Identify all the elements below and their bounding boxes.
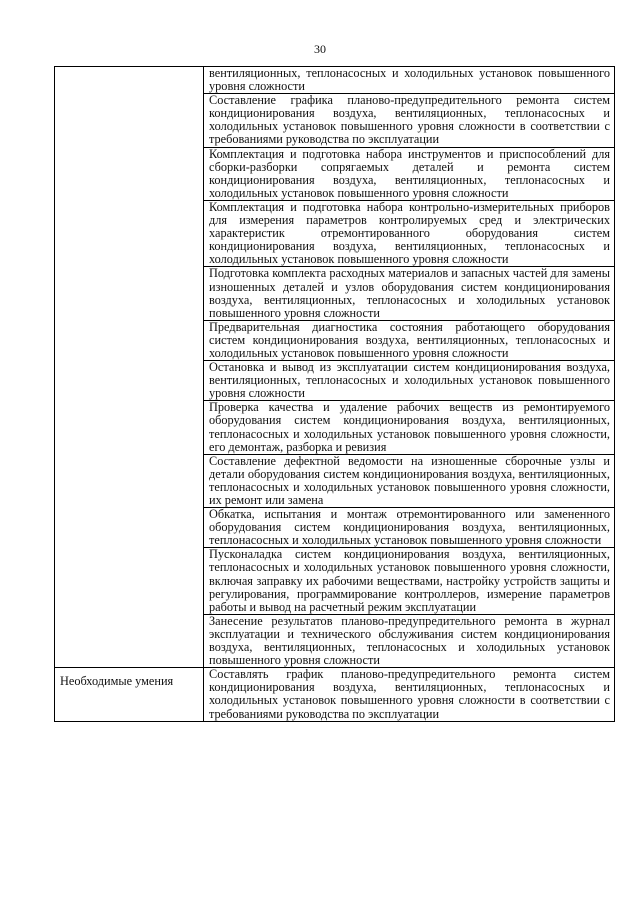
action-text: Занесение результатов планово-предупредительного ремонта в журнал эксплуатации и технического обслуживания систем кондиционирования воздуха, вентиляционных, теплонасосных и холодильных установок повышенного уровня сложности bbox=[204, 614, 615, 667]
action-text: Проверка качества и удаление рабочих веществ из ремонтируемого оборудования систем кондиционирования воздуха, вентиляционных, теплонасосных и холодильных установок повышенного уровня сложности, его демонтаж, разборка и ревизия bbox=[204, 401, 615, 454]
action-text: вентиляционных, теплонасосных и холодильных установок повышенного уровня сложности bbox=[204, 67, 615, 94]
table-row bbox=[55, 668, 615, 721]
action-text: Обкатка, испытания и монтаж отремонтированного или замененного оборудования систем кондиционирования воздуха, вентиляционных, теплонасосных и холодильных установок повышенного уровня сложности bbox=[204, 508, 615, 548]
labor-functions-table bbox=[54, 66, 615, 722]
table-row bbox=[55, 67, 615, 94]
action-text: Остановка и вывод из эксплуатации систем кондиционирования воздуха, вентиляционных, теплонасосных и холодильных установок повышенного уровня сложности bbox=[204, 361, 615, 401]
action-text: Составлять график планово-предупредительного ремонта систем кондиционирования воздуха, вентиляционных, теплонасосных и холодильных установок повышенного уровня сложности в соответствии с требованиями руководства по эксплуатации bbox=[204, 668, 615, 721]
page-number: 30 bbox=[314, 42, 326, 56]
action-text: Комплектация и подготовка набора контрольно-измерительных приборов для измерения параметров контролируемых сред и электрических характеристик отремонтированного оборудования систем кондиционирования воздуха, вентиляционных, теплонасосных и холодильных установок повышенного уровня сложности bbox=[204, 200, 615, 266]
table-body bbox=[55, 67, 615, 722]
action-text: Подготовка комплекта расходных материалов и запасных частей для замены изношенных деталей и узлов оборудования систем кондиционирования воздуха, вентиляционных, теплонасосных и холодильных установок повышенного уровня сложности bbox=[204, 267, 615, 320]
action-text: Предварительная диагностика состояния работающего оборудования систем кондиционирования воздуха, вентиляционных, теплонасосных и холодильных установок повышенного уровня сложности bbox=[204, 320, 615, 360]
row-label: Необходимые умения bbox=[55, 668, 204, 721]
action-text: Составление дефектной ведомости на изношенные сборочные узлы и детали оборудования систем кондиционирования воздуха, вентиляционных, теплонасосных и холодильных установок повышенного уровня сложности, их ремонт или замена bbox=[204, 454, 615, 507]
action-text: Составление графика планово-предупредительного ремонта систем кондиционирования воздуха, вентиляционных, теплонасосных и холодильных установок повышенного уровня сложности в соответствии с требованиями руководства по эксплуатации bbox=[204, 94, 615, 147]
action-text: Комплектация и подготовка набора инструментов и приспособлений для сборки-разборки сопрягаемых деталей и ремонта систем кондиционирования воздуха, вентиляционных, теплонасосных и холодильных установок повышенного уровня сложности bbox=[204, 147, 615, 200]
action-text: Пусконаладка систем кондиционирования воздуха, вентиляционных, теплонасосных и холодильных установок повышенного уровня сложности, включая заправку их рабочими веществами, настройку устройств защиты и регулирования, программирование контроллеров, измерение параметров работы и вывод на расчетный режим эксплуатации bbox=[204, 548, 615, 614]
row-label bbox=[55, 67, 204, 668]
